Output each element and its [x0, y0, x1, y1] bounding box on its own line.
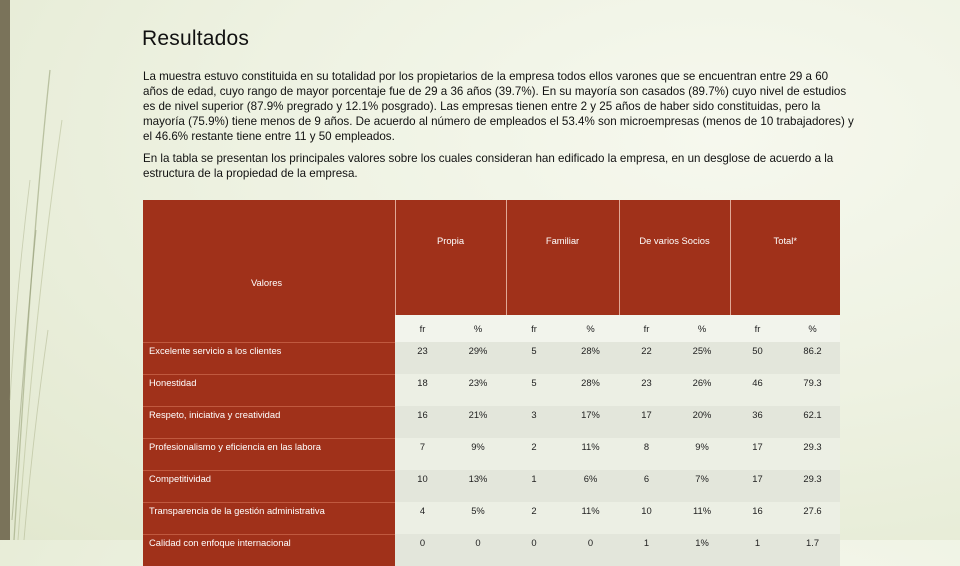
table-cell: 1: [619, 534, 674, 566]
table-cell: 23%: [450, 374, 506, 406]
table-cell: 0: [395, 534, 450, 566]
table-cell: 1%: [674, 534, 730, 566]
table-cell: 0: [506, 534, 562, 566]
table-cell: 5%: [450, 502, 506, 534]
table-cell: 23: [619, 374, 674, 406]
table-cell: 5: [506, 342, 562, 374]
subheader-cell: %: [785, 315, 840, 342]
table-cell: 18: [395, 374, 450, 406]
table-cell: 29.3: [785, 438, 840, 470]
table-cell: 46: [730, 374, 785, 406]
table-cell: 2: [506, 502, 562, 534]
table-cell: 1: [506, 470, 562, 502]
table-cell: 2: [506, 438, 562, 470]
table-cell: 11%: [674, 502, 730, 534]
table-cell: 9%: [674, 438, 730, 470]
table-cell: 17: [730, 470, 785, 502]
table-intro-paragraph: En la tabla se presentan los principales valores sobre los cuales consideran han edificado la empresa, en un desglose de acuerdo a la estructura de la propiedad de la empresa.: [143, 152, 834, 180]
table-cell: 8: [619, 438, 674, 470]
table-cell: 1.7: [785, 534, 840, 566]
table-cell: 11%: [562, 502, 619, 534]
row-label: Competitividad: [143, 470, 395, 502]
table-cell: 27.6: [785, 502, 840, 534]
table-cell: 28%: [562, 342, 619, 374]
table-cell: 20%: [674, 406, 730, 438]
table-row: [143, 342, 840, 374]
table-cell: 17%: [562, 406, 619, 438]
subheader-cell: fr: [730, 315, 785, 342]
corner-label: Valores: [251, 277, 283, 289]
table-cell: 11%: [562, 438, 619, 470]
subheader-cell: %: [674, 315, 730, 342]
table-row: [143, 502, 840, 534]
table-cell: 1: [730, 534, 785, 566]
table-cell: 25%: [674, 342, 730, 374]
table-cell: 4: [395, 502, 450, 534]
table-cell: 7: [395, 438, 450, 470]
page-title: Resultados: [142, 27, 250, 50]
row-label: Profesionalismo y eficiencia en las labora: [143, 438, 395, 470]
table-cell: 10: [619, 502, 674, 534]
table-cell: 79.3: [785, 374, 840, 406]
group-header: Propia: [395, 200, 506, 315]
table-cell: 7%: [674, 470, 730, 502]
table-cell: 17: [619, 406, 674, 438]
table-row: [143, 470, 840, 502]
table-row: [143, 374, 840, 406]
row-label: Excelente servicio a los clientes: [143, 342, 395, 374]
table-corner-header: [143, 200, 395, 342]
subheader-cell: %: [450, 315, 506, 342]
table-cell: 29%: [450, 342, 506, 374]
table-cell: 13%: [450, 470, 506, 502]
table-cell: 16: [730, 502, 785, 534]
table-cell: 0: [450, 534, 506, 566]
group-header: De varios Socios: [619, 200, 730, 315]
table-cell: 5: [506, 374, 562, 406]
subheader-cell: fr: [506, 315, 562, 342]
table-row: [143, 534, 840, 566]
subheader-cell: fr: [395, 315, 450, 342]
table-cell: 6%: [562, 470, 619, 502]
table-cell: 3: [506, 406, 562, 438]
table-cell: 50: [730, 342, 785, 374]
row-label: Respeto, iniciativa y creatividad: [143, 406, 395, 438]
table-cell: 6: [619, 470, 674, 502]
values-table: [143, 200, 840, 566]
row-label: Transparencia de la gestión administrativa: [143, 502, 395, 534]
table-cell: 23: [395, 342, 450, 374]
table-cell: 0: [562, 534, 619, 566]
table-cell: 29.3: [785, 470, 840, 502]
intro-paragraph: La muestra estuvo constituida en su totalidad por los propietarios de la empresa todos ellos varones que se encuentran entre 29 a 60 años de edad, cuyo rango de mayor porcentaje fue de 29 a 36 años (39.7%). En su mayoría son casados (89.7%) cuyo nivel de estudios es de nivel superior (87.9% pregrado y 12.1% posgrado). Las empresas tienen entre 2 y 25 años de haber sido constituidas, pero la mayoría (75.9%) tiene menos de 9 años. De acuerdo al número de empleados el 53.4% son microempresas (menos de 10 trabajadores) y el 46.6% restante tiene entre 11 y 50 empleados.: [143, 70, 854, 143]
table-cell: 22: [619, 342, 674, 374]
row-label: Calidad con enfoque internacional: [143, 534, 395, 566]
table-cell: 21%: [450, 406, 506, 438]
table-cell: 36: [730, 406, 785, 438]
table-cell: 16: [395, 406, 450, 438]
table-cell: 62.1: [785, 406, 840, 438]
group-header: Total*: [730, 200, 840, 315]
table-cell: 86.2: [785, 342, 840, 374]
subheader-cell: %: [562, 315, 619, 342]
table-cell: 17: [730, 438, 785, 470]
table-cell: 28%: [562, 374, 619, 406]
decorative-lines: [0, 0, 80, 540]
table-cell: 9%: [450, 438, 506, 470]
subheader-cell: fr: [619, 315, 674, 342]
table-row: [143, 406, 840, 438]
table-row: [143, 438, 840, 470]
row-label: Honestidad: [143, 374, 395, 406]
table-cell: 10: [395, 470, 450, 502]
table-cell: 26%: [674, 374, 730, 406]
group-header: Familiar: [506, 200, 619, 315]
